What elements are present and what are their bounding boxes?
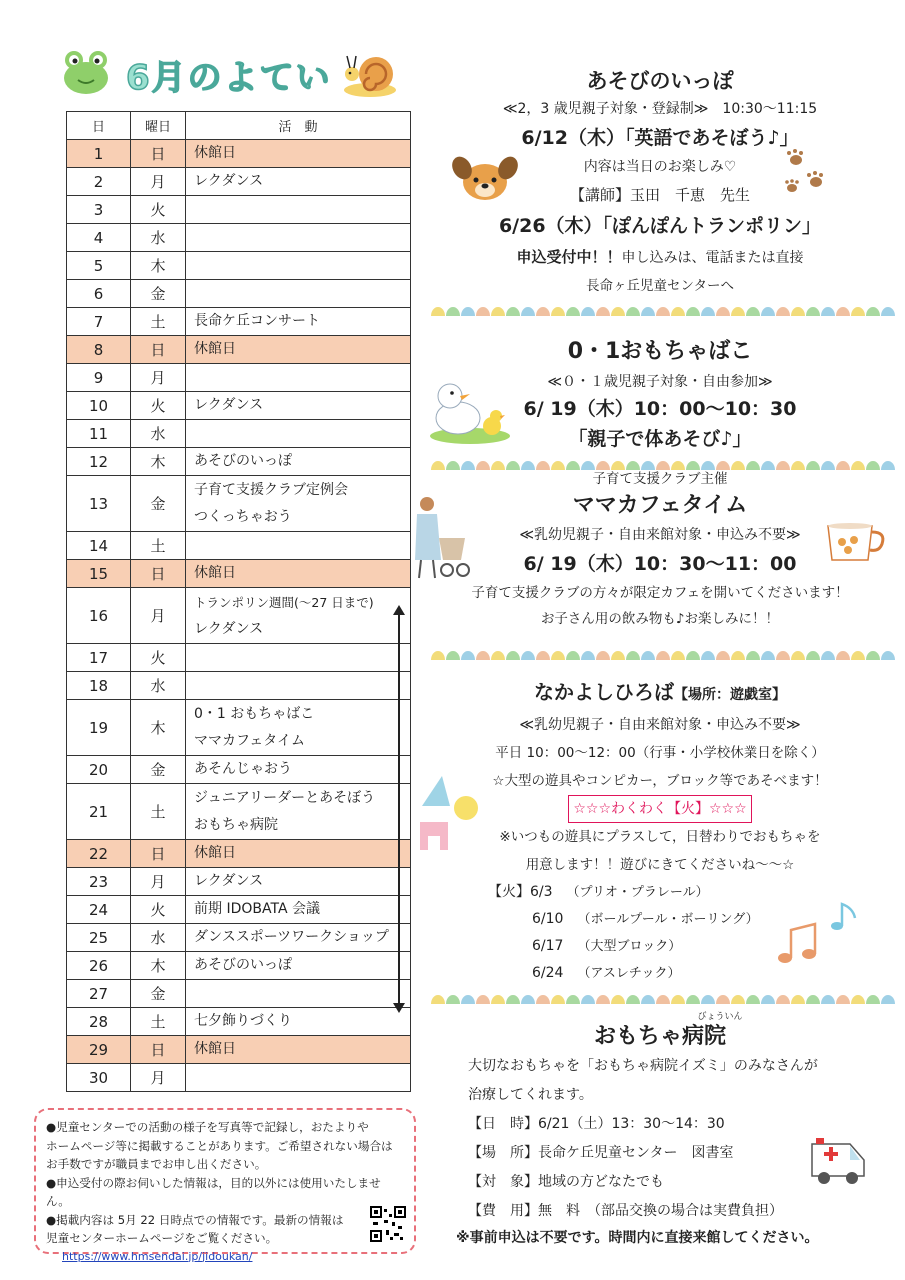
calendar-row-holiday <box>67 560 411 588</box>
activity-text: あそびのいっぽ <box>194 453 292 469</box>
activity-cell <box>186 756 411 784</box>
hospital-note: ※事前申込は不要です。時間内に直接来館してください。 <box>456 1230 819 1246</box>
notice-line: 児童センターホームページをご覧ください。 <box>46 1231 278 1245</box>
activity-text: ダンススポーツワークショップ <box>194 929 389 945</box>
omocha-title: 0・1おもちゃばこ <box>567 339 753 364</box>
weekday: 日 <box>131 336 186 364</box>
day-number: 24 <box>67 896 131 924</box>
weekday: 土 <box>131 308 186 336</box>
activity-text: レクダンス <box>194 397 264 413</box>
asobi-apply <box>430 242 890 273</box>
day-number: 9 <box>67 364 131 392</box>
day-number: 6 <box>67 280 131 308</box>
date-label: 【日 時】 <box>468 1116 538 1132</box>
activity-cell <box>186 336 411 364</box>
day-number: 3 <box>67 196 131 224</box>
day-number: 13 <box>67 476 131 532</box>
mama-description-2: お子さん用の飲み物も♪お楽しみに！！ <box>540 611 780 627</box>
weekday: 木 <box>131 448 186 476</box>
weekday: 日 <box>131 840 186 868</box>
weekday: 火 <box>131 392 186 420</box>
nakayoshi-time: 平日 10：00～12：00（行事・小学校休業日を除く） <box>495 745 825 761</box>
calendar-row <box>67 1064 411 1092</box>
frog-icon <box>60 46 112 98</box>
activity-cell <box>186 980 411 1008</box>
day-number: 10 <box>67 392 131 420</box>
notice-line: お手数ですが職員までお申し出ください。 <box>46 1157 267 1171</box>
activity-cell <box>186 560 411 588</box>
activity-text: ジュニアリーダーとあそぼう <box>194 789 376 806</box>
asobi-lecturer: 【講師】玉田 千恵 先生 <box>569 186 750 204</box>
calendar-row <box>67 308 411 336</box>
calendar-row <box>67 952 411 980</box>
asobi-title: あそびのいっぽ <box>586 69 734 93</box>
schedule-toy: （プリオ・プラレール） <box>566 885 709 900</box>
asobi-target: ≪2，3 歳児親子対象・登録制≫ 10:30～11:15 <box>502 101 818 117</box>
asobi-description: 内容は当日のお楽しみ♡ <box>583 159 737 175</box>
calendar-row <box>67 476 411 532</box>
day-number: 12 <box>67 448 131 476</box>
calendar-row-holiday <box>67 336 411 364</box>
hospital-ruby: びょういん <box>697 1012 743 1022</box>
calendar-row-holiday <box>67 140 411 168</box>
nakayoshi-heading <box>430 676 890 711</box>
calendar-row <box>67 448 411 476</box>
activity-text: トランポリン週間(～27 日まで) <box>194 594 374 610</box>
weekday: 土 <box>131 1008 186 1036</box>
column-header-activity: 活 動 <box>186 112 411 140</box>
hospital-description-2: 治療してくれます。 <box>468 1087 593 1103</box>
day-number: 21 <box>67 784 131 840</box>
calendar-row <box>67 364 411 392</box>
weekday: 金 <box>131 756 186 784</box>
calendar-row <box>67 168 411 196</box>
weekday: 木 <box>131 252 186 280</box>
activity-cell <box>186 952 411 980</box>
calendar-header <box>60 44 410 104</box>
activity-text: 前期 IDOBATA 会議 <box>194 901 320 917</box>
day-number: 20 <box>67 756 131 784</box>
page-title: 6月のよてい <box>126 58 332 98</box>
scallop-divider <box>430 298 895 316</box>
activity-cell <box>186 1036 411 1064</box>
apply-strong: 申込受付中！！ <box>516 248 622 266</box>
weekday: 火 <box>131 896 186 924</box>
music-notes-icon <box>775 900 865 970</box>
calendar-row <box>67 756 411 784</box>
calendar-row <box>67 1008 411 1036</box>
calendar-row <box>67 980 411 1008</box>
activity-cell <box>186 224 411 252</box>
date-value: 6/21（土）13：30～14：30 <box>538 1116 725 1132</box>
activity-cell <box>186 672 411 700</box>
notice-line: ホームページ等に掲載することがあります。ご希望されない場合は <box>46 1138 393 1153</box>
apply-rest: 申し込みは、電話または直接 <box>621 250 804 266</box>
calendar-row <box>67 672 411 700</box>
notice-line: ●申込受付の際お伺いした情報は，目的以外には使用いたしません。 <box>46 1175 381 1208</box>
calendar-row <box>67 784 411 840</box>
activity-text: おもちゃ病院 <box>194 816 278 833</box>
activity-cell <box>186 448 411 476</box>
omocha-datetime: 6/ 19（木）10：00～10：30 <box>523 398 797 420</box>
weekday: 月 <box>131 588 186 644</box>
omocha-target: ≪０・１歳児親子対象・自由参加≫ <box>547 374 773 390</box>
activity-text: 長命ケ丘コンサート <box>194 313 320 329</box>
activity-text: 休館日 <box>194 1041 236 1057</box>
day-number: 16 <box>67 588 131 644</box>
activity-text: 休館日 <box>194 341 236 357</box>
activity-text: ママカフェタイム <box>194 732 306 749</box>
schedule-date: 6/10 <box>532 911 564 927</box>
weekday: 水 <box>131 224 186 252</box>
day-number: 15 <box>67 560 131 588</box>
activity-text: 0・1 おもちゃばこ <box>194 705 315 722</box>
weekday: 日 <box>131 140 186 168</box>
day-number: 17 <box>67 644 131 672</box>
activity-cell <box>186 168 411 196</box>
activity-text: 七夕飾りづくり <box>194 1013 292 1029</box>
activity-text: レクダンス <box>194 173 264 189</box>
mama-section <box>430 468 890 632</box>
schedule-date: 【火】6/3 <box>488 884 553 900</box>
calendar-header-row <box>67 112 411 140</box>
activity-cell <box>186 1008 411 1036</box>
calendar-row <box>67 644 411 672</box>
activity-cell <box>186 252 411 280</box>
weekday: 水 <box>131 420 186 448</box>
apply-place: 長命ヶ丘児童センターへ <box>586 278 734 294</box>
day-number: 27 <box>67 980 131 1008</box>
activity-cell <box>186 308 411 336</box>
cup-icon <box>824 520 888 566</box>
calendar-row <box>67 924 411 952</box>
weekday: 火 <box>131 644 186 672</box>
day-number: 29 <box>67 1036 131 1064</box>
calendar-row <box>67 868 411 896</box>
day-number: 22 <box>67 840 131 868</box>
weekday: 火 <box>131 196 186 224</box>
notice-line: ●掲載内容は 5月 22 日時点での情報です。最新の情報は <box>46 1212 344 1227</box>
activity-cell <box>186 896 411 924</box>
duck-icon <box>428 378 512 446</box>
activity-text: 休館日 <box>194 565 236 581</box>
activity-cell <box>186 644 411 672</box>
nakayoshi-title: なかよしひろば <box>534 680 674 704</box>
homepage-link[interactable]: https://www.hmsendai.jp/jidoukan/ <box>62 1249 253 1263</box>
weekday: 金 <box>131 280 186 308</box>
calendar-row <box>67 420 411 448</box>
calendar-row <box>67 896 411 924</box>
activity-text: 休館日 <box>194 845 236 861</box>
day-number: 19 <box>67 700 131 756</box>
fee-label: 【費 用】 <box>468 1203 538 1219</box>
calendar-row-holiday <box>67 840 411 868</box>
calendar-row <box>67 588 411 644</box>
activity-cell <box>186 280 411 308</box>
activity-text: 子育て支援クラブ定例会 <box>194 481 348 498</box>
activity-cell <box>186 840 411 868</box>
mama-description: 子育て支援クラブの方々が限定カフェを開いてくださいます！ <box>471 585 849 601</box>
activity-text: つくっちゃおう <box>194 508 292 525</box>
day-number: 11 <box>67 420 131 448</box>
weekday: 日 <box>131 560 186 588</box>
weekday: 木 <box>131 700 186 756</box>
wakuwaku-label: ☆☆☆わくわく【火】☆☆☆ <box>568 795 751 823</box>
notice-line: ●児童センターでの活動の様子を写真等で記録し，おたよりや <box>46 1120 369 1134</box>
qr-code-icon <box>370 1206 406 1242</box>
weekday: 水 <box>131 672 186 700</box>
scallop-divider <box>430 986 895 1004</box>
column-header-weekday: 曜日 <box>131 112 186 140</box>
weekday: 月 <box>131 868 186 896</box>
weekday: 土 <box>131 532 186 560</box>
mama-host: 子育て支援クラブ主催 <box>592 471 728 487</box>
target-label: 【対 象】 <box>468 1174 538 1190</box>
weekday: 金 <box>131 476 186 532</box>
calendar-row <box>67 252 411 280</box>
activity-cell <box>186 196 411 224</box>
omocha-event: 「親子で体あそび♪」 <box>568 428 752 450</box>
day-number: 25 <box>67 924 131 952</box>
weekday: 水 <box>131 924 186 952</box>
activity-cell <box>186 700 411 756</box>
day-number: 28 <box>67 1008 131 1036</box>
activity-cell <box>186 420 411 448</box>
day-number: 23 <box>67 868 131 896</box>
paw-prints-icon <box>780 148 826 194</box>
hospital-description: 大切なおもちゃを「おもちゃ病院イズミ」のみなさんが <box>468 1058 818 1074</box>
activity-text: 休館日 <box>194 145 236 161</box>
schedule-toy: （ボールプール・ボーリング） <box>577 912 759 927</box>
nakayoshi-description-2: ※いつもの遊具にプラスして，日替わりでおもちゃを <box>499 829 821 845</box>
calendar-row <box>67 224 411 252</box>
nakayoshi-place: 【場所：遊戯室】 <box>674 687 786 703</box>
scallop-divider <box>430 642 895 660</box>
activity-cell <box>186 140 411 168</box>
dog-icon <box>452 154 518 204</box>
place-label: 【場 所】 <box>468 1145 538 1161</box>
day-number: 30 <box>67 1064 131 1092</box>
day-number: 7 <box>67 308 131 336</box>
schedule-toy: （大型ブロック） <box>577 939 682 954</box>
calendar-table <box>66 111 411 1092</box>
activity-cell <box>186 588 411 644</box>
schedule-date: 6/17 <box>532 938 564 954</box>
schedule-toy: （アスレチック） <box>577 966 681 981</box>
activity-text: レクダンス <box>194 873 264 889</box>
hospital-fee <box>468 1197 890 1226</box>
day-number: 2 <box>67 168 131 196</box>
snail-icon <box>342 48 398 98</box>
column-header-day: 日 <box>67 112 131 140</box>
calendar-row <box>67 196 411 224</box>
activity-cell <box>186 868 411 896</box>
hospital-title: おもちゃ病院 <box>593 1024 726 1049</box>
mama-datetime: 6/ 19（木）10：30～11：00 <box>523 553 797 575</box>
weekday: 金 <box>131 980 186 1008</box>
weekday: 月 <box>131 1064 186 1092</box>
activity-cell <box>186 364 411 392</box>
day-number: 14 <box>67 532 131 560</box>
activity-cell <box>186 924 411 952</box>
activity-cell <box>186 392 411 420</box>
target-value: 地域の方どなたでも <box>538 1174 664 1190</box>
activity-cell <box>186 476 411 532</box>
activity-cell <box>186 1064 411 1092</box>
toy-blocks-icon <box>418 770 482 860</box>
nakayoshi-description: ☆大型の遊具やコンピカー，ブロック等であそべます！ <box>492 773 828 789</box>
calendar-row-holiday <box>67 1036 411 1064</box>
weekday: 木 <box>131 952 186 980</box>
mama-title: ママカフェタイム <box>572 493 748 518</box>
nakayoshi-description-3: 用意します！！遊びにきてくださいね～～☆ <box>525 857 795 873</box>
weekday: 月 <box>131 168 186 196</box>
calendar-row <box>67 280 411 308</box>
weekday: 日 <box>131 1036 186 1064</box>
weekday: 土 <box>131 784 186 840</box>
asobi-event-1: 6/12（木）「英語であそぼう♪」 <box>521 127 799 149</box>
calendar-row <box>67 532 411 560</box>
activity-text: あそんじゃおう <box>194 761 292 777</box>
mother-with-stroller-icon <box>403 494 473 580</box>
fee-value: 無 料 （部品交換の場合は実費負担） <box>538 1203 783 1219</box>
place-value: 長命ケ丘児童センター 図書室 <box>538 1145 734 1161</box>
day-number: 18 <box>67 672 131 700</box>
activity-text: あそびのいっぽ <box>194 957 292 973</box>
day-number: 4 <box>67 224 131 252</box>
day-number: 26 <box>67 952 131 980</box>
calendar-row <box>67 392 411 420</box>
mama-target: ≪乳幼児親子・自由来館対象・申込み不要≫ <box>519 527 801 543</box>
weekday: 月 <box>131 364 186 392</box>
activity-cell <box>186 532 411 560</box>
day-number: 8 <box>67 336 131 364</box>
activity-cell <box>186 784 411 840</box>
trampoline-week-arrow <box>398 613 400 1005</box>
activity-text: レクダンス <box>194 620 264 637</box>
calendar-row <box>67 700 411 756</box>
ambulance-icon <box>806 1130 870 1186</box>
asobi-event-2: 6/26（木）「ぽんぽんトランポリン」 <box>498 215 822 237</box>
nakayoshi-target: ≪乳幼児親子・自由来館対象・申込み不要≫ <box>519 717 801 733</box>
schedule-date: 6/24 <box>532 965 564 981</box>
notice-box <box>34 1108 416 1263</box>
day-number: 1 <box>67 140 131 168</box>
day-number: 5 <box>67 252 131 280</box>
